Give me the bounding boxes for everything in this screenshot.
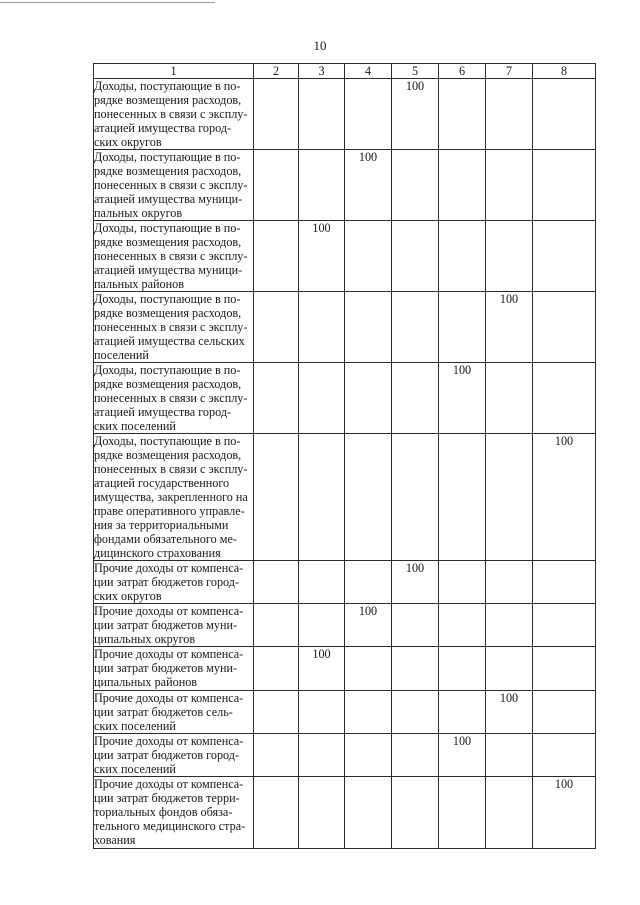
table-row	[94, 734, 596, 777]
value-cell	[254, 734, 299, 777]
row-description	[94, 647, 254, 691]
description-line: пальных районов	[94, 277, 185, 291]
value-cell	[299, 363, 345, 434]
description-line: Прочие доходы от компенса-	[94, 604, 244, 618]
row-description	[94, 363, 254, 434]
description-line: Прочие доходы от компенса-	[94, 561, 244, 575]
value-cell	[299, 734, 345, 777]
value-cell	[486, 561, 533, 604]
table-row	[94, 604, 596, 647]
value-cell	[486, 434, 533, 561]
column-header: 6	[439, 64, 486, 79]
cell-value: 100	[499, 292, 519, 306]
description-line: атацией имущества муници-	[94, 263, 243, 277]
table-row	[94, 434, 596, 561]
value-cell	[254, 647, 299, 691]
description-line: имущества, закрепленного на	[94, 490, 248, 504]
cell-value: 100	[312, 647, 331, 661]
value-cell	[299, 79, 345, 150]
cell-value: 100	[405, 79, 425, 93]
description-line: понесенных в связи с эксплу-	[94, 107, 248, 121]
value-cell	[392, 777, 439, 849]
value-cell	[392, 150, 439, 221]
description-line: ципальных округов	[94, 632, 196, 646]
table-row	[94, 691, 596, 734]
description-line: ских поселений	[94, 762, 176, 776]
column-header: 3	[299, 64, 345, 79]
description-line: рядке возмещения расходов,	[94, 235, 242, 249]
value-cell	[533, 647, 596, 691]
value-cell	[299, 604, 345, 647]
value-cell	[392, 292, 439, 363]
column-header: 4	[345, 64, 392, 79]
value-cell	[486, 79, 533, 150]
description-line: рядке возмещения расходов,	[94, 377, 242, 391]
value-cell	[254, 221, 299, 292]
description-line: атацией имущества сельских	[94, 334, 245, 348]
description-line: ции затрат бюджетов город-	[94, 575, 240, 589]
value-cell	[392, 363, 439, 434]
description-line: дицинского страхования	[94, 546, 221, 560]
row-description	[94, 150, 254, 221]
value-cell	[392, 734, 439, 777]
page-number: 10	[313, 38, 327, 53]
description-line: атацией государственного	[94, 476, 230, 490]
value-cell	[254, 604, 299, 647]
value-cell	[533, 150, 596, 221]
value-cell	[345, 647, 392, 691]
value-cell	[392, 221, 439, 292]
cell-value: 100	[358, 604, 378, 618]
column-header: 2	[254, 64, 299, 79]
description-line: атацией имущества город-	[94, 121, 232, 135]
value-cell	[254, 434, 299, 561]
description-line: рядке возмещения расходов,	[94, 448, 242, 462]
value-cell	[392, 691, 439, 734]
value-cell	[486, 292, 533, 363]
description-line: Доходы, поступающие в по-	[94, 150, 241, 164]
table-row	[94, 561, 596, 604]
description-line: тельного медицинского стра-	[94, 819, 246, 833]
description-line: Доходы, поступающие в по-	[94, 292, 241, 306]
description-line: понесенных в связи с эксплу-	[94, 178, 248, 192]
row-description	[94, 434, 254, 561]
description-line: понесенных в связи с эксплу-	[94, 320, 248, 334]
value-cell	[345, 79, 392, 150]
row-description	[94, 604, 254, 647]
value-cell	[299, 221, 345, 292]
description-line: Прочие доходы от компенса-	[94, 691, 244, 705]
value-cell	[299, 434, 345, 561]
value-cell	[533, 777, 596, 849]
value-cell	[439, 434, 486, 561]
value-cell	[392, 434, 439, 561]
table-row	[94, 150, 596, 221]
value-cell	[299, 691, 345, 734]
column-header-row	[94, 64, 596, 79]
value-cell	[486, 150, 533, 221]
table-row	[94, 363, 596, 434]
description-line: Доходы, поступающие в по-	[94, 79, 241, 93]
row-description	[94, 292, 254, 363]
value-cell	[254, 150, 299, 221]
value-cell	[345, 691, 392, 734]
value-cell	[439, 604, 486, 647]
value-cell	[533, 79, 596, 150]
description-line: ских поселений	[94, 719, 176, 733]
description-line: ториальных фондов обяза-	[94, 805, 233, 819]
value-cell	[439, 292, 486, 363]
value-cell	[533, 604, 596, 647]
value-cell	[439, 79, 486, 150]
description-line: хования	[94, 833, 136, 847]
cell-value: 100	[452, 734, 472, 748]
description-line: ских округов	[94, 589, 162, 603]
table-row	[94, 221, 596, 292]
value-cell	[345, 363, 392, 434]
value-cell	[345, 150, 392, 221]
value-cell	[254, 363, 299, 434]
description-line: понесенных в связи с эксплу-	[94, 462, 248, 476]
value-cell	[345, 434, 392, 561]
description-line: атацией имущества город-	[94, 405, 232, 419]
value-cell	[486, 363, 533, 434]
value-cell	[439, 150, 486, 221]
description-line: Прочие доходы от компенса-	[94, 647, 244, 661]
value-cell	[392, 561, 439, 604]
value-cell	[486, 604, 533, 647]
value-cell	[533, 292, 596, 363]
description-line: Доходы, поступающие в по-	[94, 221, 241, 235]
description-line: ции затрат бюджетов город-	[94, 748, 240, 762]
value-cell	[299, 777, 345, 849]
value-cell	[392, 647, 439, 691]
value-cell	[486, 734, 533, 777]
description-line: ния за территориальными	[94, 518, 229, 532]
column-header: 5	[392, 64, 439, 79]
row-description	[94, 691, 254, 734]
value-cell	[439, 734, 486, 777]
value-cell	[392, 604, 439, 647]
value-cell	[533, 691, 596, 734]
table-row	[94, 777, 596, 849]
description-line: понесенных в связи с эксплу-	[94, 391, 248, 405]
value-cell	[254, 79, 299, 150]
value-cell	[486, 647, 533, 691]
description-line: Прочие доходы от компенса-	[94, 734, 244, 748]
value-cell	[345, 734, 392, 777]
description-line: рядке возмещения расходов,	[94, 164, 242, 178]
column-header: 8	[533, 64, 596, 79]
cell-value: 100	[312, 221, 331, 235]
description-line: праве оперативного управле-	[94, 504, 245, 518]
value-cell	[345, 292, 392, 363]
value-cell	[439, 647, 486, 691]
value-cell	[533, 221, 596, 292]
value-cell	[345, 561, 392, 604]
table-row	[94, 292, 596, 363]
value-cell	[533, 734, 596, 777]
value-cell	[533, 363, 596, 434]
value-cell	[486, 691, 533, 734]
value-cell	[299, 647, 345, 691]
value-cell	[345, 604, 392, 647]
description-line: рядке возмещения расходов,	[94, 93, 242, 107]
description-line: ции затрат бюджетов терри-	[94, 791, 240, 805]
column-header: 1	[94, 64, 254, 79]
cell-value: 100	[358, 150, 378, 164]
revenue-table	[93, 63, 596, 849]
value-cell	[345, 777, 392, 849]
cell-value: 100	[452, 363, 472, 377]
value-cell	[439, 777, 486, 849]
row-description	[94, 561, 254, 604]
value-cell	[299, 561, 345, 604]
description-line: Доходы, поступающие в по-	[94, 434, 241, 448]
description-line: атацией имущества муници-	[94, 192, 243, 206]
value-cell	[439, 221, 486, 292]
value-cell	[533, 561, 596, 604]
table-row	[94, 79, 596, 150]
cell-value: 100	[554, 777, 574, 791]
cell-value: 100	[499, 691, 519, 705]
value-cell	[299, 292, 345, 363]
value-cell	[345, 221, 392, 292]
description-line: ских поселений	[94, 419, 176, 433]
value-cell	[486, 221, 533, 292]
value-cell	[254, 292, 299, 363]
cell-value: 100	[554, 434, 574, 448]
column-header: 7	[486, 64, 533, 79]
description-line: рядке возмещения расходов,	[94, 306, 242, 320]
description-line: ции затрат бюджетов сель-	[94, 705, 233, 719]
description-line: пальных округов	[94, 206, 183, 220]
value-cell	[439, 561, 486, 604]
description-line: Доходы, поступающие в по-	[94, 363, 241, 377]
value-cell	[439, 363, 486, 434]
description-line: ских округов	[94, 135, 162, 149]
value-cell	[254, 777, 299, 849]
row-description	[94, 734, 254, 777]
value-cell	[486, 777, 533, 849]
cell-value: 100	[405, 561, 425, 575]
description-line: поселений	[94, 348, 149, 362]
value-cell	[254, 691, 299, 734]
row-description	[94, 79, 254, 150]
value-cell	[392, 79, 439, 150]
description-line: ципальных районов	[94, 675, 198, 689]
row-description	[94, 221, 254, 292]
value-cell	[439, 691, 486, 734]
description-line: понесенных в связи с эксплу-	[94, 249, 248, 263]
table-row	[94, 647, 596, 691]
top-rule	[0, 2, 215, 3]
description-line: Прочие доходы от компенса-	[94, 777, 244, 791]
description-line: ции затрат бюджетов муни-	[94, 661, 238, 675]
value-cell	[254, 561, 299, 604]
description-line: фондами обязательного ме-	[94, 532, 237, 546]
description-line: ции затрат бюджетов муни-	[94, 618, 238, 632]
value-cell	[533, 434, 596, 561]
value-cell	[299, 150, 345, 221]
row-description	[94, 777, 254, 849]
